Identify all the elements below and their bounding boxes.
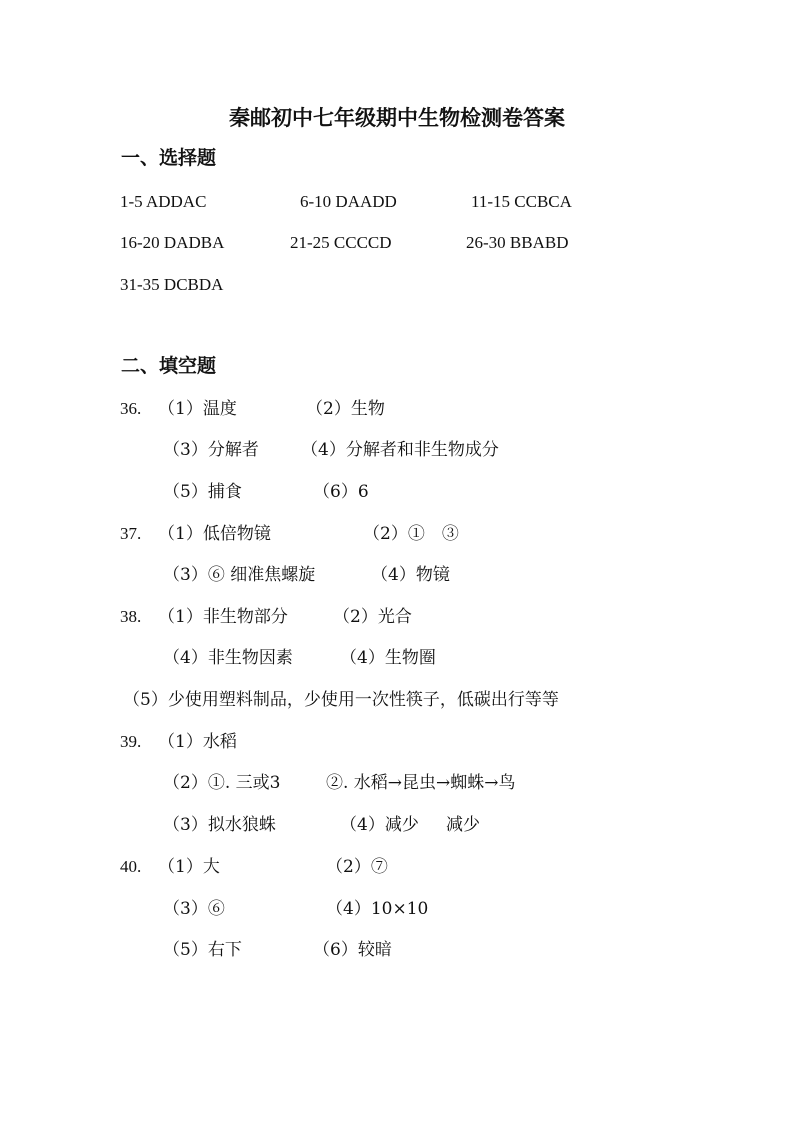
- q40-answer-3: （3）⑥: [163, 899, 225, 919]
- question-number-36: 36.: [120, 399, 142, 418]
- question-number-39: 39.: [120, 732, 142, 751]
- q40-answer-4: （4）10×10: [326, 899, 429, 919]
- answer-group-6-10: 6-10 DAADD: [300, 192, 397, 211]
- q37-answer-4: （4）物镜: [371, 565, 450, 585]
- q38-answer-5: （5）少使用塑料制品，少使用一次性筷子，低碳出行等等: [123, 690, 559, 710]
- q37-answer-3: （3）⑥ 细准焦螺旋: [163, 565, 316, 585]
- q39-answer-2a: （2）①. 三或3: [163, 773, 281, 793]
- section-heading-fill-in: 二、填空题: [121, 355, 217, 377]
- q39-answer-1: （1）水稻: [158, 732, 237, 752]
- answer-group-11-15: 11-15 CCBCA: [471, 192, 572, 211]
- q38-answer-3: （4）非生物因素: [163, 648, 293, 668]
- q36-answer-1: （1）温度: [158, 399, 237, 419]
- q36-answer-4: （4）分解者和非生物成分: [301, 440, 499, 460]
- q39-answer-3: （3）拟水狼蛛: [163, 815, 276, 835]
- q38-answer-4: （4）生物圈: [340, 648, 436, 668]
- question-number-38: 38.: [120, 607, 142, 626]
- answer-group-31-35: 31-35 DCBDA: [120, 275, 224, 294]
- q39-answer-4: （4）减少: [340, 815, 419, 835]
- q40-answer-2: （2）⑦: [326, 857, 388, 877]
- document-title: 秦邮初中七年级期中生物检测卷答案: [229, 105, 565, 130]
- answer-group-1-5: 1-5 ADDAC: [120, 192, 207, 211]
- q40-answer-5: （5）右下: [163, 940, 242, 960]
- section-heading-multiple-choice: 一、选择题: [121, 147, 217, 169]
- answer-group-26-30: 26-30 BBABD: [466, 233, 569, 252]
- q36-answer-3: （3）分解者: [163, 440, 259, 460]
- q36-answer-6: （6）6: [313, 482, 369, 502]
- q36-answer-5: （5）捕食: [163, 482, 242, 502]
- q40-answer-1: （1）大: [158, 857, 220, 877]
- q37-answer-1: （1）低倍物镜: [158, 524, 271, 544]
- q36-answer-2: （2）生物: [306, 399, 385, 419]
- q38-answer-1: （1）非生物部分: [158, 607, 288, 627]
- q39-answer-4b: 减少: [446, 815, 480, 835]
- question-number-40: 40.: [120, 857, 142, 876]
- q38-answer-2: （2）光合: [333, 607, 412, 627]
- answer-group-21-25: 21-25 CCCCD: [290, 233, 392, 252]
- q39-answer-2b: ②. 水稻→昆虫→蜘蛛→鸟: [326, 773, 516, 793]
- q37-answer-2: （2）① ③: [363, 524, 459, 544]
- question-number-37: 37.: [120, 524, 142, 543]
- q40-answer-6: （6）较暗: [313, 940, 392, 960]
- answer-group-16-20: 16-20 DADBA: [120, 233, 225, 252]
